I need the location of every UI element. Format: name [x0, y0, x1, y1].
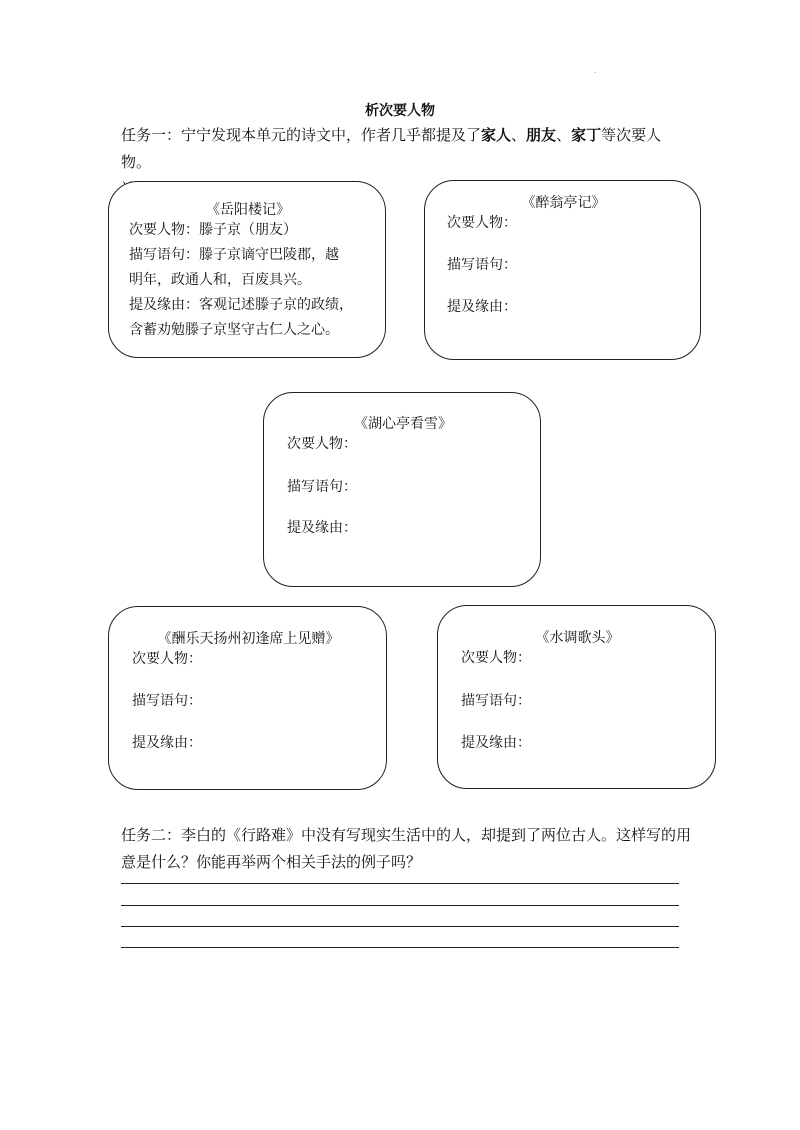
card-line: 描写语句：	[461, 693, 531, 709]
card-line: 提及缘由：	[132, 735, 202, 751]
task1-bold-family: 家人	[481, 126, 512, 144]
page-title: 析次要人物	[365, 103, 435, 119]
card-choulletian	[108, 606, 387, 790]
task1-suffix: 等次要人物。	[121, 126, 662, 171]
card-line: 次要人物：滕子京（朋友）	[129, 222, 297, 238]
card-line: 描写语句：滕子京谪守巴陵郡，越	[129, 247, 339, 263]
answer-line[interactable]	[121, 883, 679, 884]
card-title: 《酬乐天扬州初逢席上见赠》	[157, 631, 340, 647]
card-line: 次要人物：	[132, 651, 202, 667]
card-shuidiaogetou	[437, 605, 716, 789]
answer-line[interactable]	[121, 947, 679, 948]
card-huxintingkanxue	[263, 392, 541, 587]
answer-line[interactable]	[121, 926, 679, 927]
task1-sep1: 、	[511, 126, 527, 144]
card-zuiwengtingji	[424, 180, 701, 360]
task1-bold-friends: 朋友	[526, 126, 557, 144]
card-line: 提及缘由：客观记述滕子京的政绩，	[129, 297, 353, 313]
card-line: 明年，政通人和，百废具兴。	[129, 272, 311, 288]
card-line: 提及缘由：	[447, 299, 517, 315]
answer-line[interactable]	[121, 905, 679, 906]
card-line: 次要人物：	[447, 215, 517, 231]
card-line: 次要人物：	[287, 436, 357, 452]
task1-prefix: 任务一：宁宁发现本单元的诗文中，作者几乎都提及了	[121, 126, 482, 144]
card-line: 提及缘由：	[287, 520, 357, 536]
card-title: 《岳阳楼记》	[206, 202, 290, 218]
card-line: 描写语句：	[132, 693, 202, 709]
task2-line2: 意是什么？你能再举两个相关手法的例子吗？	[121, 853, 422, 871]
card-line: 提及缘由：	[461, 735, 531, 751]
card-title: 《水调歌头》	[535, 630, 620, 646]
task1-bold-servant: 家丁	[571, 126, 602, 144]
card-title: 《湖心亭看雪》	[354, 416, 452, 432]
card-line: 描写语句：	[287, 479, 357, 495]
card-line: 描写语句：	[447, 257, 517, 273]
card-line: 次要人物：	[461, 650, 531, 666]
task1-line1	[121, 122, 691, 176]
task2-line1: 任务二：李白的《行路难》中没有写现实生活中的人，却提到了两位古人。这样写的用	[121, 826, 692, 844]
page-mark: .	[594, 66, 597, 75]
card-yueyanglouji	[108, 181, 386, 358]
card-line: 含蓄劝勉滕子京坚守古仁人之心。	[129, 322, 339, 338]
card-title: 《醉翁亭记》	[521, 195, 606, 211]
task1-sep2: 、	[556, 126, 572, 144]
task2-text	[121, 822, 701, 876]
